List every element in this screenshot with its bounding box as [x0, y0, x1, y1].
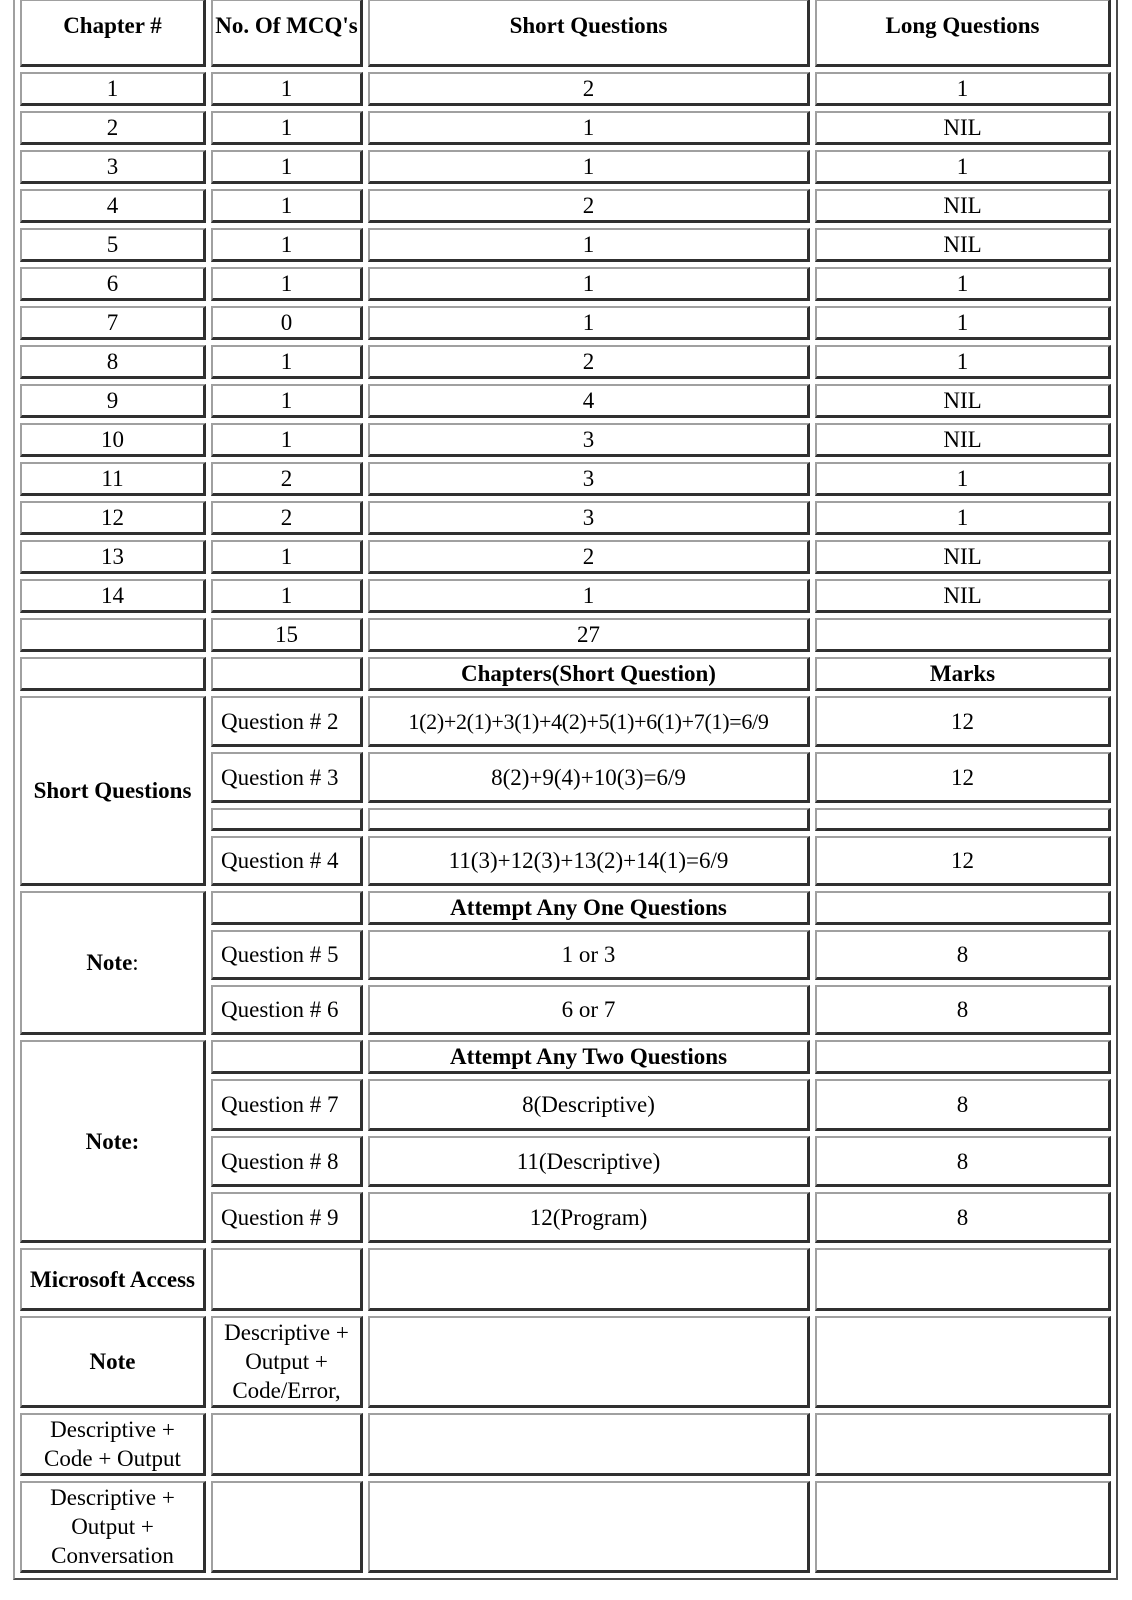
chapter-row-chapter-cell: 9: [20, 384, 206, 418]
empty-cell: [211, 808, 363, 831]
header-chapter: Chapter #: [20, 0, 206, 67]
empty-cell: [815, 1481, 1111, 1573]
chapter-row: [20, 540, 1111, 574]
question-label: Question # 6: [211, 985, 363, 1035]
chapter-row-chapter-cell: 2: [20, 111, 206, 145]
chapter-row-chapter-cell: 14: [20, 579, 206, 613]
section-header-empty: [20, 657, 206, 691]
chapter-row: [20, 345, 1111, 379]
chapter-row: [20, 267, 1111, 301]
note1-heading-row: [20, 891, 1111, 925]
empty-cell: [368, 808, 810, 831]
chapter-row-long-cell: 1: [815, 345, 1111, 379]
note3-row: [20, 1316, 1111, 1408]
chapter-row-long-cell: NIL: [815, 579, 1111, 613]
total-short: 27: [368, 618, 810, 652]
short-row: [20, 696, 1111, 747]
chapter-row-mcqs-cell: 2: [211, 501, 363, 535]
chapter-row-long-cell: 1: [815, 267, 1111, 301]
chapter-choice: 12(Program): [368, 1192, 810, 1243]
chapter-row-long-cell: 1: [815, 306, 1111, 340]
chapter-row-short-cell: 3: [368, 462, 810, 496]
chapter-row: [20, 423, 1111, 457]
question-label: Question # 8: [211, 1136, 363, 1187]
chapter-breakdown: 11(3)+12(3)+13(2)+14(1)=6/9: [368, 836, 810, 886]
chapter-row: [20, 111, 1111, 145]
note2-label: Note:: [20, 1040, 206, 1243]
note3-label: Note: [20, 1316, 206, 1408]
chapter-row-chapter-cell: 12: [20, 501, 206, 535]
chapter-row-mcqs-cell: 1: [211, 540, 363, 574]
chapter-row-short-cell: 3: [368, 423, 810, 457]
question-label: Question # 4: [211, 836, 363, 886]
chapter-row-chapter-cell: 4: [20, 189, 206, 223]
chapter-row-mcqs-cell: 1: [211, 345, 363, 379]
empty-cell: [815, 1248, 1111, 1311]
chapter-row: [20, 384, 1111, 418]
descriptive-output-conversation-label: Descriptive + Output + Conversation: [20, 1481, 206, 1573]
empty-cell: [211, 1481, 363, 1573]
empty-cell: [211, 1040, 363, 1074]
empty-cell: [815, 1316, 1111, 1408]
chapter-row-mcqs-cell: 0: [211, 306, 363, 340]
chapter-row-short-cell: 1: [368, 267, 810, 301]
chapter-row: [20, 72, 1111, 106]
marks-value: 8: [815, 985, 1111, 1035]
extra-row: [20, 1481, 1111, 1573]
exam-pattern-table: [13, 0, 1118, 1580]
chapter-row-short-cell: 2: [368, 345, 810, 379]
chapter-row-chapter-cell: 11: [20, 462, 206, 496]
chapter-row-mcqs-cell: 1: [211, 267, 363, 301]
attempt-any-two-heading: Attempt Any Two Questions: [368, 1040, 810, 1074]
chapter-breakdown: 8(2)+9(4)+10(3)=6/9: [368, 752, 810, 803]
chapter-row: [20, 228, 1111, 262]
chapter-row-short-cell: 2: [368, 72, 810, 106]
chapter-row-mcqs-cell: 2: [211, 462, 363, 496]
microsoft-access-label: Microsoft Access: [20, 1248, 206, 1311]
chapter-choice: 1 or 3: [368, 930, 810, 980]
chapter-row-long-cell: 1: [815, 72, 1111, 106]
header-row: [20, 0, 1111, 67]
totals-empty-long: [815, 618, 1111, 652]
chapter-row-short-cell: 1: [368, 228, 810, 262]
chapter-row: [20, 579, 1111, 613]
chapter-row-short-cell: 3: [368, 501, 810, 535]
section-header-row: [20, 657, 1111, 691]
question-label: Question # 2: [211, 696, 363, 747]
empty-cell: [815, 891, 1111, 925]
chapter-row-chapter-cell: 7: [20, 306, 206, 340]
chapter-row-chapter-cell: 1: [20, 72, 206, 106]
header-short-questions: Short Questions: [368, 0, 810, 67]
empty-cell: [368, 1316, 810, 1408]
totals-row: [20, 618, 1111, 652]
marks-value: 12: [815, 752, 1111, 803]
access-row: [20, 1248, 1111, 1311]
chapter-row-short-cell: 2: [368, 540, 810, 574]
chapter-row: [20, 501, 1111, 535]
chapter-row-long-cell: NIL: [815, 384, 1111, 418]
note1-label-text: Note: [86, 950, 133, 975]
empty-cell: [815, 1413, 1111, 1476]
marks-value: 12: [815, 696, 1111, 747]
chapter-row-short-cell: 1: [368, 306, 810, 340]
chapter-row-short-cell: 2: [368, 189, 810, 223]
empty-cell: [211, 891, 363, 925]
chapters-short-question-header: Chapters(Short Question): [368, 657, 810, 691]
chapter-row-mcqs-cell: 1: [211, 150, 363, 184]
marks-value: 8: [815, 930, 1111, 980]
chapter-row-short-cell: 1: [368, 150, 810, 184]
chapter-row-mcqs-cell: 1: [211, 72, 363, 106]
chapter-row-mcqs-cell: 1: [211, 228, 363, 262]
chapter-row-long-cell: NIL: [815, 540, 1111, 574]
chapter-row-long-cell: 1: [815, 150, 1111, 184]
chapter-row: [20, 462, 1111, 496]
chapter-choice: 8(Descriptive): [368, 1079, 810, 1131]
empty-cell: [368, 1248, 810, 1311]
chapter-choice: 6 or 7: [368, 985, 810, 1035]
attempt-any-one-heading: Attempt Any One Questions: [368, 891, 810, 925]
chapter-row-long-cell: NIL: [815, 189, 1111, 223]
empty-cell: [211, 1413, 363, 1476]
empty-cell: [815, 1040, 1111, 1074]
total-mcqs: 15: [211, 618, 363, 652]
note1-colon: :: [132, 950, 139, 975]
question-label: Question # 7: [211, 1079, 363, 1131]
empty-cell: [815, 808, 1111, 831]
marks-value: 8: [815, 1079, 1111, 1131]
chapter-row-chapter-cell: 10: [20, 423, 206, 457]
chapter-row: [20, 189, 1111, 223]
totals-empty: [20, 618, 206, 652]
header-long-questions: Long Questions: [815, 0, 1111, 67]
chapter-row-short-cell: 1: [368, 111, 810, 145]
empty-cell: [368, 1413, 810, 1476]
chapter-row-mcqs-cell: 1: [211, 423, 363, 457]
chapter-breakdown: 1(2)+2(1)+3(1)+4(2)+5(1)+6(1)+7(1)=6/9: [368, 696, 810, 747]
question-label: Question # 9: [211, 1192, 363, 1243]
chapter-row-short-cell: 4: [368, 384, 810, 418]
chapter-row-chapter-cell: 13: [20, 540, 206, 574]
descriptive-code-output-label: Descriptive + Code + Output: [20, 1413, 206, 1476]
header-mcqs: No. Of MCQ's: [211, 0, 363, 67]
chapter-row-long-cell: 1: [815, 501, 1111, 535]
chapter-row-long-cell: NIL: [815, 228, 1111, 262]
note1-label: [20, 891, 206, 1035]
chapter-row-long-cell: 1: [815, 462, 1111, 496]
note3-value: Descriptive + Output + Code/Error,: [211, 1316, 363, 1408]
marks-value: 8: [815, 1192, 1111, 1243]
chapter-row-mcqs-cell: 1: [211, 579, 363, 613]
chapter-row-chapter-cell: 8: [20, 345, 206, 379]
question-label: Question # 5: [211, 930, 363, 980]
chapter-row-mcqs-cell: 1: [211, 189, 363, 223]
chapter-row-chapter-cell: 3: [20, 150, 206, 184]
empty-cell: [211, 1248, 363, 1311]
short-questions-label: Short Questions: [20, 696, 206, 886]
section-header-empty: [211, 657, 363, 691]
empty-cell: [368, 1481, 810, 1573]
chapter-row-long-cell: NIL: [815, 111, 1111, 145]
extra-row: [20, 1413, 1111, 1476]
chapter-row-short-cell: 1: [368, 579, 810, 613]
marks-header: Marks: [815, 657, 1111, 691]
marks-value: 12: [815, 836, 1111, 886]
chapter-row-chapter-cell: 6: [20, 267, 206, 301]
chapter-row: [20, 150, 1111, 184]
chapter-row: [20, 306, 1111, 340]
chapter-row-long-cell: NIL: [815, 423, 1111, 457]
note2-heading-row: [20, 1040, 1111, 1074]
chapter-row-mcqs-cell: 1: [211, 384, 363, 418]
chapter-row-mcqs-cell: 1: [211, 111, 363, 145]
chapter-row-chapter-cell: 5: [20, 228, 206, 262]
marks-value: 8: [815, 1136, 1111, 1187]
question-label: Question # 3: [211, 752, 363, 803]
chapter-choice: 11(Descriptive): [368, 1136, 810, 1187]
